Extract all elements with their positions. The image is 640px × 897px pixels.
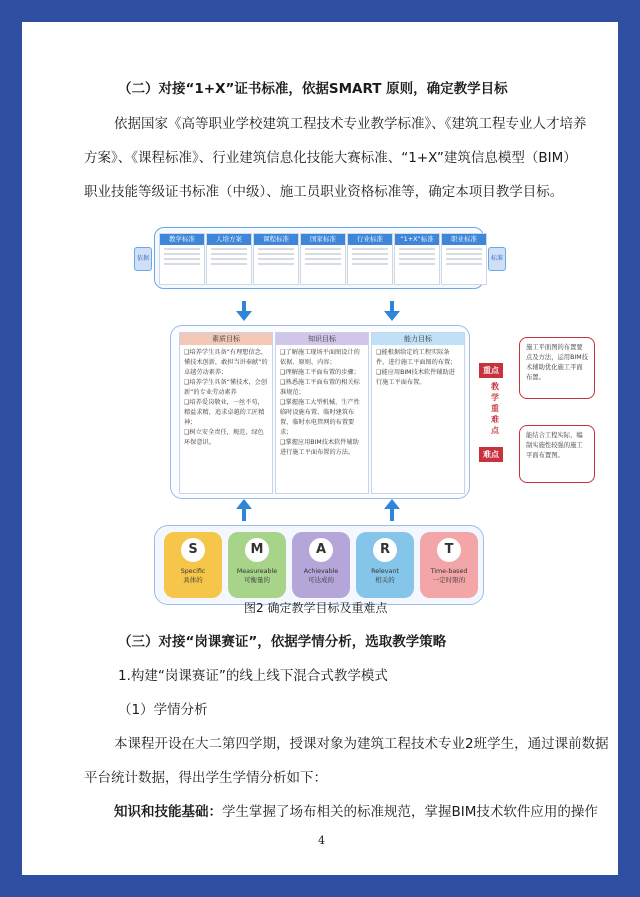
subheading: （1）学情分析 [118, 702, 208, 718]
standard-doc: 课程标准 [253, 233, 299, 285]
smart-card-m: M Measureable 可衡量的 [228, 532, 286, 598]
standard-doc: 教学标准 [159, 233, 205, 285]
figure-caption: 图2 确定教学目标及重难点 [244, 601, 388, 615]
document-page [22, 22, 618, 875]
arrow-up-icon [384, 499, 400, 509]
arrow-stem [242, 301, 246, 311]
paragraph-line: 平台统计数据，得出学生学情分析如下： [84, 770, 327, 786]
paragraph-rest: 学生掌握了场布相关的标准规范，掌握BIM技术软件应用的操作 [222, 804, 598, 820]
arrow-stem [242, 509, 246, 521]
goals-panel [170, 325, 470, 499]
paragraph-line [114, 800, 598, 820]
standards-row [154, 227, 484, 289]
standard-doc: 人培方案 [206, 233, 252, 285]
knowledge-goals: 知识目标 ❑了解施工现场平面图设计的依据、原则、内容； ❑理解施工平面布置的步骤； ❑熟悉施工平面布置的相关标准规范； ❑掌握施工大型机械、生产性临时设施布置、临时建筑布置、临时水电管网的布置要求； ❑掌握应用BIM技术软件辅助进行施工平面布置的方法。 [275, 332, 369, 494]
smart-card-t: T Time-based 一定时限的 [420, 532, 478, 598]
arrow-up-icon [236, 499, 252, 509]
ability-goals: 能力目标 ❑能根据给定的工程实际条件，进行施工平面图的布置； ❑能应用BIM技术软件辅助进行施工平面布置。 [371, 332, 465, 494]
arrow-down-icon [384, 311, 400, 321]
smart-card-s: S Specific 具体的 [164, 532, 222, 598]
page-number: 4 [318, 834, 325, 847]
smart-card-a: A Achievable 可达成的 [292, 532, 350, 598]
standard-label: 标准 [488, 247, 506, 271]
section-heading-3: （三）对接“岗课赛证”，依据学情分析，选取教学策略 [118, 634, 447, 650]
basis-label: 依据 [134, 247, 152, 271]
paragraph-line: 职业技能等级证书标准（中级）、施工员职业资格标准等，确定本项目教学目标。 [84, 184, 564, 200]
arrow-stem [390, 301, 394, 311]
key-point-tag: 重点 [479, 363, 503, 378]
standard-doc: 国家标准 [300, 233, 346, 285]
standard-doc: 行业标准 [347, 233, 393, 285]
difficult-point-tag: 难点 [479, 447, 503, 462]
difficult-point-box: 能结合工程实际，编制实施性较强的施工平面布置图。 [519, 425, 595, 483]
paragraph-line: 方案》、《课程标准》、行业建筑信息化技能大赛标准、“1+X”建筑信息模型（BIM） [84, 150, 577, 166]
bold-lead: 知识和技能基础： [114, 804, 222, 820]
paragraph-line: 依据国家《高等职业学校建筑工程技术专业教学标准》、《建筑工程专业人才培养 [114, 116, 587, 132]
subheading: 1.构建“岗课赛证”的线上线下混合式教学模式 [118, 668, 388, 684]
arrow-down-icon [236, 311, 252, 321]
standard-doc: 职业标准 [441, 233, 487, 285]
key-point-box: 施工平面图的布置要点及方法，运用BIM技术辅助优化施工平面布置。 [519, 337, 595, 399]
center-vertical-label: 教学重难点 [491, 382, 499, 435]
section-heading-2: （二）对接“1+X”证书标准，依据SMART 原则，确定教学目标 [118, 81, 508, 97]
quality-goals: 素质目标 ❑培养学生具备“有理想信念，懂技术创新，敢担当讲奉献”的卓越劳动素养； ❑培养学生具备“懂技术，会创新”的专业劳动素养 ❑培养爱岗敬业，一丝不苟，精益求精，追求卓越的工匠精神； ❑树立安全责任，规范，绿色环保意识。 [179, 332, 273, 494]
arrow-stem [390, 509, 394, 521]
standard-doc: “1+X”标准 [394, 233, 440, 285]
teaching-goals-figure [134, 225, 588, 615]
paragraph-line: 本课程开设在大二第四学期，授课对象为建筑工程技术专业2班学生，通过课前数据 [114, 736, 609, 752]
smart-card-r: R Relevant 相关的 [356, 532, 414, 598]
smart-panel [154, 525, 484, 605]
